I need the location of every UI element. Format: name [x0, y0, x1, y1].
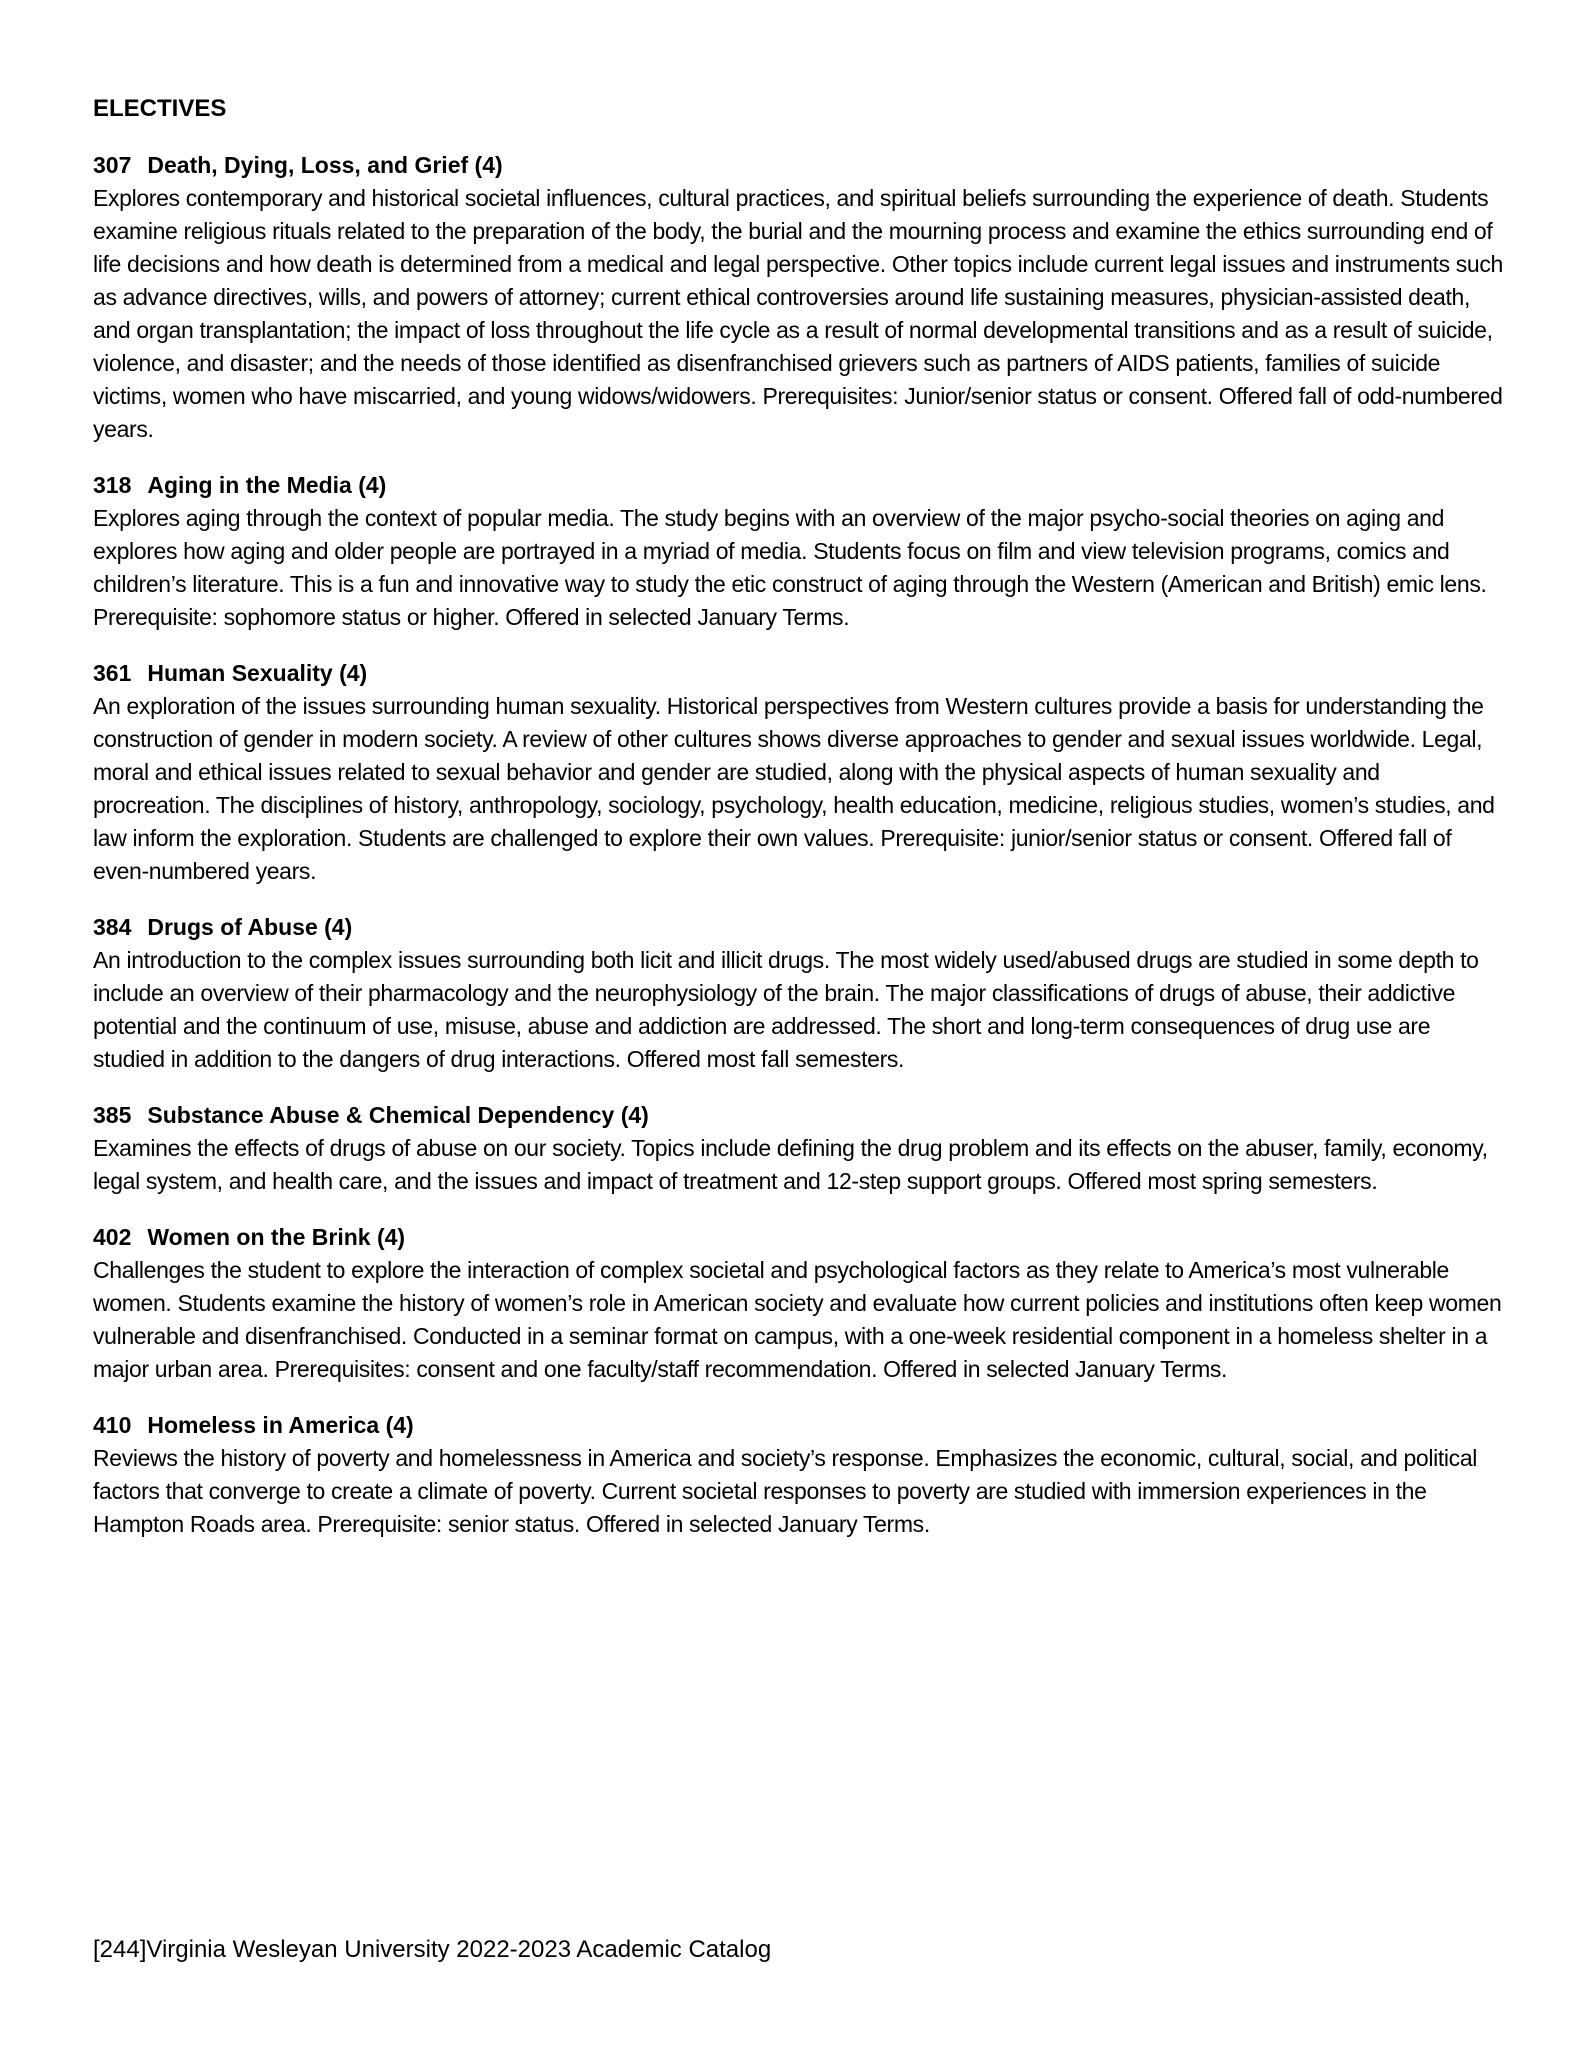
- course-entry-385: [93, 1099, 1503, 1198]
- course-title: Homeless in America (4): [147, 1412, 414, 1438]
- course-description: Reviews the history of poverty and homelessness in America and society’s response. Emphasizes the economic, cultural, social, and political factors that converge to create a climate of poverty. Current societal responses to poverty are studied with immersion experiences in the Hampton Roads area. Prerequisite: senior status. Offered in selected January Terms.: [93, 1445, 1478, 1537]
- course-title: Aging in the Media (4): [147, 472, 387, 498]
- course-title: Drugs of Abuse (4): [147, 914, 353, 940]
- course-title-line: [93, 1099, 1503, 1132]
- course-description: Explores aging through the context of popular media. The study begins with an overview of the major psycho-social theories on aging and explores how aging and older people are portrayed in a myriad of media. Students focus on film and view television programs, comics and children’s literature. This is a fun and innovative way to study the etic construct of aging through the Western (American and British) emic lens. Prerequisite: sophomore status or higher. Offered in selected January Terms.: [93, 505, 1487, 630]
- course-description: An exploration of the issues surrounding human sexuality. Historical perspectives from Western cultures provide a basis for understanding the construction of gender in modern society. A review of other cultures shows diverse approaches to gender and sexual issues worldwide. Legal, moral and ethical issues related to sexual behavior and gender are studied, along with the physical aspects of human sexuality and procreation. The disciplines of history, anthropology, sociology, psychology, health education, medicine, religious studies, women’s studies, and law inform the exploration. Students are challenged to explore their own values. Prerequisite: junior/senior status or consent. Offered fall of even-numbered years.: [93, 693, 1495, 884]
- course-title: Human Sexuality (4): [147, 660, 368, 686]
- course-entry-318: [93, 469, 1503, 634]
- course-entry-410: [93, 1409, 1503, 1541]
- course-number: 410: [93, 1412, 132, 1438]
- course-number: 385: [93, 1102, 132, 1128]
- course-title: Death, Dying, Loss, and Grief (4): [147, 152, 503, 178]
- course-title-line: [93, 149, 1503, 182]
- course-number: 318: [93, 472, 132, 498]
- course-entry-384: [93, 911, 1503, 1076]
- course-description: Explores contemporary and historical societal influences, cultural practices, and spiritual beliefs surrounding the experience of death. Students examine religious rituals related to the preparation of the body, the burial and the mourning process and examine the ethics surrounding end of life decisions and how death is determined from a medical and legal perspective. Other topics include current legal issues and instruments such as advance directives, wills, and powers of attorney; current ethical controversies around life sustaining measures, physician-assisted death, and organ transplantation; the impact of loss throughout the life cycle as a result of normal developmental transitions and as a result of suicide, violence, and disaster; and the needs of those identified as disenfranchised grievers such as partners of AIDS patients, families of suicide victims, women who have miscarried, and young widows/widowers. Prerequisites: Junior/senior status or consent. Offered fall of odd-numbered years.: [93, 185, 1503, 442]
- course-title: Women on the Brink (4): [147, 1224, 406, 1250]
- course-description: Examines the effects of drugs of abuse on our society. Topics include defining the drug problem and its effects on the abuser, family, economy, legal system, and health care, and the issues and impact of treatment and 12-step support groups. Offered most spring semesters.: [93, 1135, 1488, 1194]
- catalog-page: [93, 92, 1503, 1564]
- course-number: 307: [93, 152, 132, 178]
- page-footer: [244]Virginia Wesleyan University 2022-2023 Academic Catalog: [93, 1936, 772, 1963]
- section-heading: ELECTIVES: [93, 95, 227, 122]
- course-description: An introduction to the complex issues surrounding both licit and illicit drugs. The most widely used/abused drugs are studied in some depth to include an overview of their pharmacology and the neurophysiology of the brain. The major classifications of drugs of abuse, their addictive potential and the continuum of use, misuse, abuse and addiction are addressed. The short and long-term consequences of drug use are studied in addition to the dangers of drug interactions. Offered most fall semesters.: [93, 947, 1479, 1072]
- course-title: Substance Abuse & Chemical Dependency (4): [147, 1102, 649, 1128]
- course-title-line: [93, 911, 1503, 944]
- course-number: 361: [93, 660, 132, 686]
- course-entry-307: [93, 149, 1503, 446]
- course-entry-402: [93, 1221, 1503, 1386]
- course-number: 402: [93, 1224, 132, 1250]
- course-description: Challenges the student to explore the interaction of complex societal and psychological factors as they relate to America’s most vulnerable women. Students examine the history of women’s role in American society and evaluate how current policies and institutions often keep women vulnerable and disenfranchised. Conducted in a seminar format on campus, with a one-week residential component in a homeless shelter in a major urban area. Prerequisites: consent and one faculty/staff recommendation. Offered in selected January Terms.: [93, 1257, 1502, 1382]
- course-title-line: [93, 1409, 1503, 1442]
- course-title-line: [93, 1221, 1503, 1254]
- course-number: 384: [93, 914, 132, 940]
- course-title-line: [93, 469, 1503, 502]
- course-title-line: [93, 657, 1503, 690]
- course-entry-361: [93, 657, 1503, 888]
